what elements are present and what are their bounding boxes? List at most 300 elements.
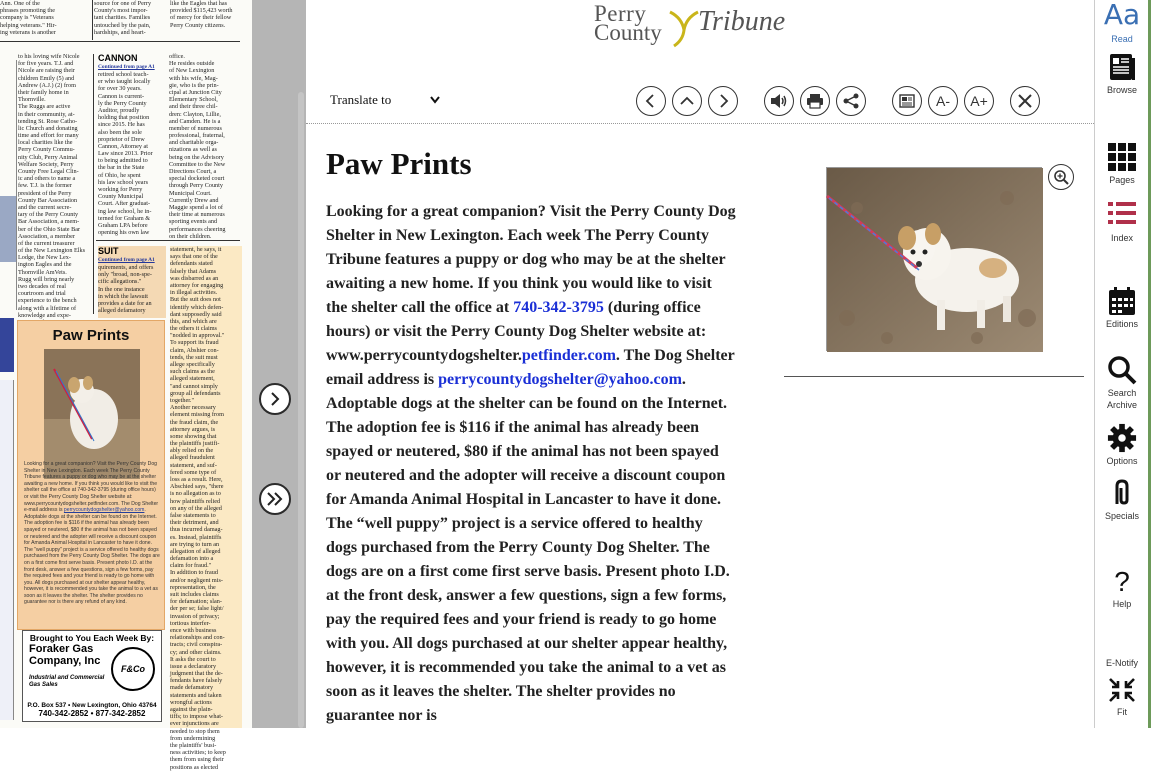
photo-fragment <box>0 318 14 372</box>
article-text-4: . Adoptable dogs at the shelter can be found on the Internet. The adoption fee is $116 if the animal has already been spayed or neutered, $80 if the animal has not been spayed or neutered and the adopter will receive a discount coupon for Amanda Animal Hospital in Lancaster to have it done. The “well puppy” project is a service offered to healthy dogs purchased from the Perry County Dog Shelter. The dogs are on a first come first serve basis. Present photo I.D. at the front desk, answer a few questions, sign a few forms, pay the required fees and your friend is ready to go home with you. All dogs purchased at our shelter appear healthy, however, it is recommended you take the animal to a vet as soon as it leaves the shelter. The shelter provides no guarantee nor is <box>326 371 730 724</box>
sidebar-editions[interactable] <box>1095 286 1149 330</box>
sidebar-pages-label: Pages <box>1109 175 1135 185</box>
chevron-right-icon <box>267 391 283 407</box>
ad-company-name <box>29 643 100 667</box>
column-line: nity Club, Perry Animal <box>18 153 78 161</box>
column-line: in which the lawsuit <box>98 292 149 300</box>
news-column-text <box>0 0 80 36</box>
column-line: relationships and con- <box>170 634 225 642</box>
column-line: Abschied says, "there <box>170 483 224 491</box>
sidebar-fit[interactable] <box>1095 676 1149 718</box>
sidebar-fit-label: Fit <box>1117 707 1127 717</box>
sidebar-editions-label: Editions <box>1105 319 1139 329</box>
column-line: dant supposedly said <box>170 310 222 318</box>
news-column-text <box>18 53 90 333</box>
column-line: in their community, at- <box>18 110 75 118</box>
column-line: terned for Graham & <box>98 214 151 222</box>
listen-button[interactable] <box>764 86 794 116</box>
column-line: nizations as well as <box>169 146 217 154</box>
column-line: claim, Abshier con- <box>170 346 219 354</box>
column-line: Thornville. <box>18 96 46 104</box>
column-line: tends, the suit must <box>170 353 218 361</box>
sidebar-read-label: Read <box>1111 34 1133 44</box>
font-plus-icon: A+ <box>970 93 988 109</box>
dog-photo[interactable] <box>826 167 1042 351</box>
ad-tagline <box>29 675 104 689</box>
column-line: member of numerous <box>169 124 222 132</box>
sidebar-specials[interactable] <box>1095 478 1149 522</box>
column-line: for five years. T.J. and <box>18 60 74 68</box>
column-line: thus incurred damag- <box>170 526 223 534</box>
newspaper-page-thumbnail[interactable] <box>0 0 252 771</box>
column-line: ence with business <box>170 626 217 634</box>
list-icon <box>1107 200 1137 226</box>
text-view-button[interactable] <box>892 86 922 116</box>
photo-divider <box>784 376 1084 377</box>
dog-photo-thumbnail <box>44 349 140 479</box>
news-column-suit <box>98 246 166 318</box>
news-column-suit-right <box>170 246 242 771</box>
column-line: identify which defen- <box>170 303 224 311</box>
column-line: and charitable orga- <box>169 139 219 147</box>
column-line: ly the Perry County <box>98 99 147 107</box>
column-line: company is "Veterans <box>0 14 54 22</box>
column-line: lic Church and donating <box>18 124 78 132</box>
news-column-text <box>98 71 166 236</box>
sidebar-index-label: Index <box>1110 233 1134 243</box>
column-line: such claims as the <box>170 368 215 376</box>
sidebar-search-label-1: Search <box>1107 388 1137 398</box>
close-icon <box>1018 94 1032 108</box>
column-line: of the current treasurer <box>18 239 75 247</box>
foraker-gas-ad[interactable] <box>22 630 162 722</box>
fit-collapse-icon <box>1107 676 1137 704</box>
paw-prints-thumbnail[interactable] <box>17 320 165 630</box>
column-line: But the suit does not <box>170 296 221 304</box>
sidebar-read[interactable] <box>1095 0 1149 45</box>
column-line: er who taught locally <box>98 78 151 86</box>
column-divider <box>96 240 240 241</box>
column-line: phrases promoting the <box>0 7 55 15</box>
column-line: statement, he says, it <box>170 246 222 253</box>
column-line: through Perry County <box>169 182 223 190</box>
column-line: County Bar Association <box>18 196 78 204</box>
column-line: opening his own law <box>98 229 150 237</box>
column-line: element missing from <box>170 411 224 419</box>
help-question-icon: ? <box>1114 566 1130 597</box>
grid-icon <box>1107 142 1137 172</box>
column-line: of mercy for their fellow <box>170 14 232 22</box>
column-line: cipal at Junction City <box>169 88 222 96</box>
news-column-text <box>98 264 166 314</box>
column-line: tant charities. Families <box>94 14 151 22</box>
masthead-tribune: Tribune <box>698 6 786 37</box>
ad-tagline-1: Industrial and Commercial <box>29 675 105 681</box>
increase-font-button[interactable] <box>964 86 994 116</box>
column-line: ber of the Ohio State Bar <box>18 225 81 233</box>
column-line: local charities like the <box>18 139 73 147</box>
column-line: few. T.J. is the former <box>18 182 72 190</box>
column-line: representation, the <box>170 583 216 591</box>
column-line: experience to the bench <box>18 297 77 305</box>
sidebar-help[interactable] <box>1095 566 1149 610</box>
news-column-text <box>169 53 241 240</box>
column-line: Auditor, proudly <box>98 106 140 114</box>
petfinder-link[interactable]: petfinder.com <box>521 347 616 364</box>
next-page-button[interactable] <box>259 383 291 415</box>
column-line: Bar Association, a mem- <box>18 218 80 226</box>
column-line: helping veterans." Hir- <box>0 21 57 29</box>
zoom-in-icon <box>1053 169 1069 185</box>
column-line: Rugg will bring nearly <box>18 275 75 283</box>
news-column-text <box>170 246 242 771</box>
sidebar-browse-label: Browse <box>1106 85 1137 95</box>
column-line: in illegal activities. <box>170 289 218 297</box>
column-line: retired school teach- <box>98 71 149 78</box>
article-body <box>326 200 736 728</box>
news-column-text <box>170 0 250 29</box>
column-line: since 2015. He has <box>98 121 145 129</box>
column-line: on any of the alleged <box>170 504 222 512</box>
column-line: alleged statement, <box>170 375 215 383</box>
column-line: fendants have falsely <box>170 677 223 685</box>
column-line: them from using their <box>170 756 224 764</box>
column-line: special docketed court <box>169 175 225 183</box>
column-line: children Emily (5) and <box>18 74 75 82</box>
column-line: Cannon, Attorney at <box>98 142 149 150</box>
column-line: are trying to turn an <box>170 540 220 548</box>
column-line: their time at numerous <box>169 211 225 219</box>
column-line: provides a date for an <box>98 299 152 307</box>
column-line: Lodge, the New Lex- <box>18 254 71 262</box>
column-line: quirements, and offers <box>98 264 154 271</box>
column-line: and Camden. He is a <box>169 117 221 125</box>
news-column-top-2 <box>94 0 164 38</box>
column-line: on their children. <box>169 232 212 240</box>
article-text-2: (during office hours) or visit the Perry County Dog Shelter website at: www.perrycountydogshelter. <box>326 299 707 364</box>
column-line: Graham LPA before <box>98 221 148 229</box>
column-line: his law school years <box>98 178 149 186</box>
column-line: cific allegations." <box>98 278 142 286</box>
column-line: tending St. Rose Catho- <box>18 117 78 125</box>
search-icon <box>1107 355 1137 385</box>
column-line: this, and which are <box>170 317 217 325</box>
sidebar-index[interactable] <box>1095 200 1149 244</box>
column-line: Committee to the New <box>169 160 226 168</box>
column-line: Another necessary <box>170 404 216 412</box>
column-line: for defamation; slan- <box>170 598 222 606</box>
column-line: working for Perry <box>98 186 143 193</box>
column-divider <box>93 54 94 314</box>
column-line: tiffs; to impose what- <box>170 713 223 721</box>
column-divider <box>16 60 17 310</box>
column-line: their detriment, and <box>170 519 219 527</box>
column-line: and their three chil- <box>169 103 218 111</box>
ad-name-2: Company, Inc <box>29 655 101 667</box>
email-link[interactable]: perrycountydogshelter@yahoo.com <box>438 371 682 388</box>
paw-prints-thumbnail-text <box>24 461 160 606</box>
column-line: statement, and suf- <box>170 461 217 469</box>
column-line: says that one of the <box>170 253 218 261</box>
double-chevron-right-icon <box>266 491 284 507</box>
column-line: proprietor of Drew <box>98 135 145 143</box>
column-line: source for one of Perry <box>94 0 152 7</box>
zoom-photo-button[interactable] <box>1048 164 1074 190</box>
translate-dropdown[interactable] <box>330 91 440 109</box>
news-column-cannon <box>98 53 166 238</box>
column-line: "nodded in approval." <box>170 332 225 340</box>
column-line: along with a lifetime of <box>18 304 77 312</box>
column-line: gie, who is the prin- <box>169 81 219 89</box>
column-line: invasion of privacy; <box>170 612 220 620</box>
article-title: Paw Prints <box>326 146 472 181</box>
column-line: allege specifically <box>170 361 215 368</box>
article-text-3: . The Dog Shelter email address is <box>326 347 735 388</box>
column-line: Directions Court, a <box>169 168 217 175</box>
column-line: the bar in the State <box>98 164 145 172</box>
column-line: fered some type of <box>170 468 217 476</box>
column-line: positions as elected <box>170 763 219 771</box>
column-line: and the current secre- <box>18 203 72 211</box>
column-line: Municipal Court. <box>169 189 212 197</box>
column-line: Ann. One of the <box>0 0 40 7</box>
column-line: only "broad, non-spe- <box>98 271 152 279</box>
chevron-up-icon <box>680 94 694 108</box>
column-line: hardships, and heart- <box>94 28 146 36</box>
chevron-right-icon <box>716 94 730 108</box>
sidebar-enotify-label: E-Notify <box>1105 658 1138 668</box>
column-line: president of the Perry <box>18 189 72 197</box>
news-column-top-3 <box>170 0 250 38</box>
column-line: against the plain- <box>170 706 213 713</box>
article-browse-icon <box>1107 52 1137 82</box>
up-article-button[interactable] <box>672 86 702 116</box>
decrease-font-button[interactable] <box>928 86 958 116</box>
print-button[interactable] <box>800 86 830 116</box>
sidebar-browse[interactable] <box>1095 52 1149 96</box>
calendar-icon <box>1107 286 1137 316</box>
column-line: Cannon is current- <box>98 92 145 100</box>
article-reader <box>306 0 1094 728</box>
column-line: claim for fraud." <box>170 562 212 570</box>
last-page-button[interactable] <box>259 483 291 515</box>
column-line: provided $115,423 worth <box>170 7 233 15</box>
column-line: County Municipal <box>98 193 144 201</box>
column-line: Nicole are raising their <box>18 67 75 75</box>
page-scrollbar[interactable] <box>298 92 304 728</box>
ad-phones: 740-342-2852 • 877-342-2852 <box>38 709 146 718</box>
sidebar-specials-label: Specials <box>1104 511 1140 521</box>
news-column-top-1 <box>0 0 80 38</box>
column-line: ever injunctions are <box>170 720 219 728</box>
ad-address: P.O. Box 537 • New Lexington, Ohio 43764 <box>27 702 157 709</box>
masthead-logo <box>306 0 1094 52</box>
column-line: ing law school, he in- <box>98 207 152 215</box>
masthead-perry: Perry <box>594 1 647 26</box>
column-line: wrongful actions <box>170 698 212 706</box>
column-line: Court. After graduat- <box>98 200 151 208</box>
column-line: like the Eagles that has <box>170 0 228 7</box>
newspaper-icon <box>899 93 915 109</box>
column-line: made defamatory <box>170 684 214 692</box>
column-line: time and effort for many <box>18 132 79 140</box>
column-line: two decades of real <box>18 283 66 290</box>
column-line: false statements to <box>170 511 216 519</box>
column-line: ing veterans is another <box>0 28 56 36</box>
column-line: suit includes claims <box>170 591 219 598</box>
column-divider <box>0 41 240 42</box>
column-line: In the one instance <box>98 285 145 293</box>
column-line: untouched by the pain, <box>94 21 151 29</box>
column-line: loss as a result. Here, <box>170 476 223 483</box>
column-line: ness activities; to keep <box>170 749 226 757</box>
ad-tagline-2: Gas Sales <box>29 682 58 688</box>
column-line: Welfare Society, Perry <box>18 160 74 168</box>
column-line: for over 30 years. <box>98 85 142 93</box>
column-line: es. Instead, plaintiffs <box>170 533 222 541</box>
ad-fragment <box>0 380 14 720</box>
column-line: with his wife, Mag- <box>169 74 218 82</box>
sidebar-options[interactable] <box>1095 423 1149 467</box>
chevron-left-icon <box>644 94 658 108</box>
column-line: In addition to fraud <box>170 569 218 577</box>
column-line: group all defendants <box>170 389 221 397</box>
column-line: defamation into a <box>170 555 214 563</box>
share-button[interactable] <box>836 86 866 116</box>
suit-headline: SUIT <box>98 246 119 256</box>
article-text-1: Looking for a great companion? Visit the Perry County Dog Shelter in New Lexington. Each week The Perry County Tribune features a puppy or dog who may be at the shelter awaiting a new home. If you think you would like to visit the shelter call the office at <box>326 203 736 316</box>
column-divider <box>92 0 93 40</box>
column-line: ic and others to name a <box>18 175 76 183</box>
column-line: He resides outside <box>169 60 215 68</box>
sidebar-search-archive[interactable] <box>1095 355 1149 411</box>
news-column-cannon-right <box>169 53 241 238</box>
column-line: It asks the court to <box>170 655 216 663</box>
column-line: Law since 2013. Prior <box>98 150 153 158</box>
column-line: Elementary School, <box>169 96 218 104</box>
column-line: judgment that the de- <box>170 670 223 678</box>
column-line: ington Eagles and the <box>18 261 72 269</box>
suit-continued[interactable]: Continued from page A1 <box>98 257 155 263</box>
article-toolbar <box>306 80 1094 124</box>
column-line: from undermining <box>170 734 216 742</box>
ad-name-1: Foraker Gas <box>29 643 94 655</box>
column-line: how plaintiffs relied <box>170 497 221 505</box>
column-line: to his loving wife Nicole <box>18 53 80 60</box>
column-line: attorney argues, is <box>170 425 216 433</box>
column-line: their family home in <box>18 88 69 96</box>
column-line: needed to stop them <box>170 727 220 735</box>
share-icon <box>842 93 860 109</box>
column-line: County's most impor- <box>94 7 148 15</box>
news-column-rugg <box>18 53 90 319</box>
speaker-icon <box>770 93 788 109</box>
font-minus-icon: A- <box>936 93 950 109</box>
news-column-text <box>94 0 164 36</box>
column-line: the plaintiffs justifi- <box>170 440 220 448</box>
phone-link[interactable]: 740-342-3795 <box>513 299 604 316</box>
column-line: "and cannot simply <box>170 382 218 390</box>
pp-email-link[interactable]: perrycountydogshelter@yahoo.com <box>63 507 145 514</box>
foraker-logo: F&Co <box>111 647 155 691</box>
column-line: to being admitted to <box>98 157 148 165</box>
column-line: is no allegation as to <box>170 490 221 498</box>
right-sidebar <box>1094 0 1151 728</box>
column-line: falsely that Adams <box>170 267 217 275</box>
ad-contact <box>23 702 161 719</box>
column-line: holding that position <box>98 114 150 122</box>
sidebar-search-label-2: Archive <box>1106 400 1137 410</box>
column-line: County Free Legal Clin- <box>18 168 79 175</box>
sidebar-options-label: Options <box>1106 456 1138 466</box>
column-line: ably relied on the <box>170 447 214 455</box>
news-column-left-edge <box>0 62 16 322</box>
column-line: Perry County Commu- <box>18 146 75 154</box>
column-line: together." <box>170 396 195 404</box>
printer-icon <box>806 93 824 109</box>
column-line: sporting events and <box>169 218 218 226</box>
masthead-county: County <box>594 20 662 45</box>
column-line: alleged fraudulent <box>170 454 215 462</box>
column-line: attorney for engaging <box>170 281 224 289</box>
paperclip-icon <box>1107 478 1137 508</box>
column-line: tary of the Perry County <box>18 211 79 219</box>
column-line: der per se; false light/ <box>170 605 224 613</box>
column-line: also been the sole <box>98 128 142 136</box>
column-line: performances cheering <box>169 225 226 233</box>
photo-fragment <box>0 196 16 262</box>
column-line: of Ohio, he spent <box>98 171 141 179</box>
column-line: knowledge and expe- <box>18 311 71 319</box>
column-line: cy; and other claims. <box>170 648 222 656</box>
column-line: alleged defamatory <box>98 307 146 315</box>
column-line: of the New Lexington Elks <box>18 247 86 255</box>
column-line: tortious interfer- <box>170 619 211 627</box>
previous-article-button[interactable] <box>636 86 666 116</box>
column-line: Thornville AmVets. <box>18 268 67 276</box>
column-line: dren: Clayton, Lillie, <box>169 110 221 118</box>
column-line: professional, fraternal, <box>169 132 225 140</box>
pp-text-b: . Adoptable dogs at the shelter can be found on the Internet. The adoption fee is $116 if the animal has already been spayed or neutered, $80 if the animal has not been spayed or neutered and the adopter will receive a discount coupon for Amanda Animal Hospital in Lancaster to have it done. The "well puppy" project is a service offered to healthy dogs purchased from the Perry County Dog Shelter. The dogs are on a first come first serve basis. Present photo I.D. at the front desk, answer a few questions, sign a few forms, pay the required fees and your friend is ready to go home with you. All dogs purchased at our shelter appear healthy, however, it is recommended you take the animal to a vet as soon as it leaves the shelter. The shelter provides no guarantee nor is there any refund of any kind. <box>24 507 160 606</box>
column-line: issue a declaratory <box>170 662 217 670</box>
column-line: the fraud claim, the <box>170 418 219 426</box>
column-line: allegation of alleged <box>170 547 221 555</box>
page-gutter <box>252 0 306 728</box>
close-article-button[interactable] <box>1010 86 1040 116</box>
column-line: statements and taken <box>170 691 222 699</box>
column-line: tracts; civil conspira- <box>170 641 223 649</box>
column-line: being on the Advisory <box>169 153 224 161</box>
column-line: the plaintiffs' busi- <box>170 741 217 749</box>
column-line: courtroom and trial <box>18 290 66 298</box>
cannon-headline: CANNON <box>98 53 138 63</box>
column-line: and/or negligent mis- <box>170 576 223 584</box>
column-line: office. <box>169 53 185 60</box>
read-aa-icon: Aa <box>1103 0 1141 31</box>
column-line: of New Lexington <box>169 67 215 75</box>
column-line: The Ruggs are active <box>18 103 71 111</box>
column-line: Maggie spend a lot of <box>169 203 223 211</box>
next-article-button[interactable] <box>708 86 738 116</box>
pp-text-a: Looking for a great companion? Visit the Perry County Dog Shelter in New Lexington. Each week The Perry County Tribune features a puppy or dog who may be at the shelter awaiting a new home. If you think you would like to visit the shelter call the office at 740-342-3795 (during office hours) or visit the Perry County Dog Shelter website at: www.perrycountydogshelter.petfinder.com. The Dog Shelter e-mail address is <box>24 461 159 514</box>
chevron-down-icon <box>430 96 440 104</box>
sidebar-pages[interactable] <box>1095 142 1149 186</box>
column-line: Association, a member <box>18 232 75 240</box>
column-line: To support its fraud <box>170 339 219 347</box>
translate-label: Translate to <box>330 92 392 107</box>
sidebar-enotify[interactable] <box>1095 657 1149 669</box>
cannon-continued[interactable]: Continued from page A1 <box>98 64 155 70</box>
